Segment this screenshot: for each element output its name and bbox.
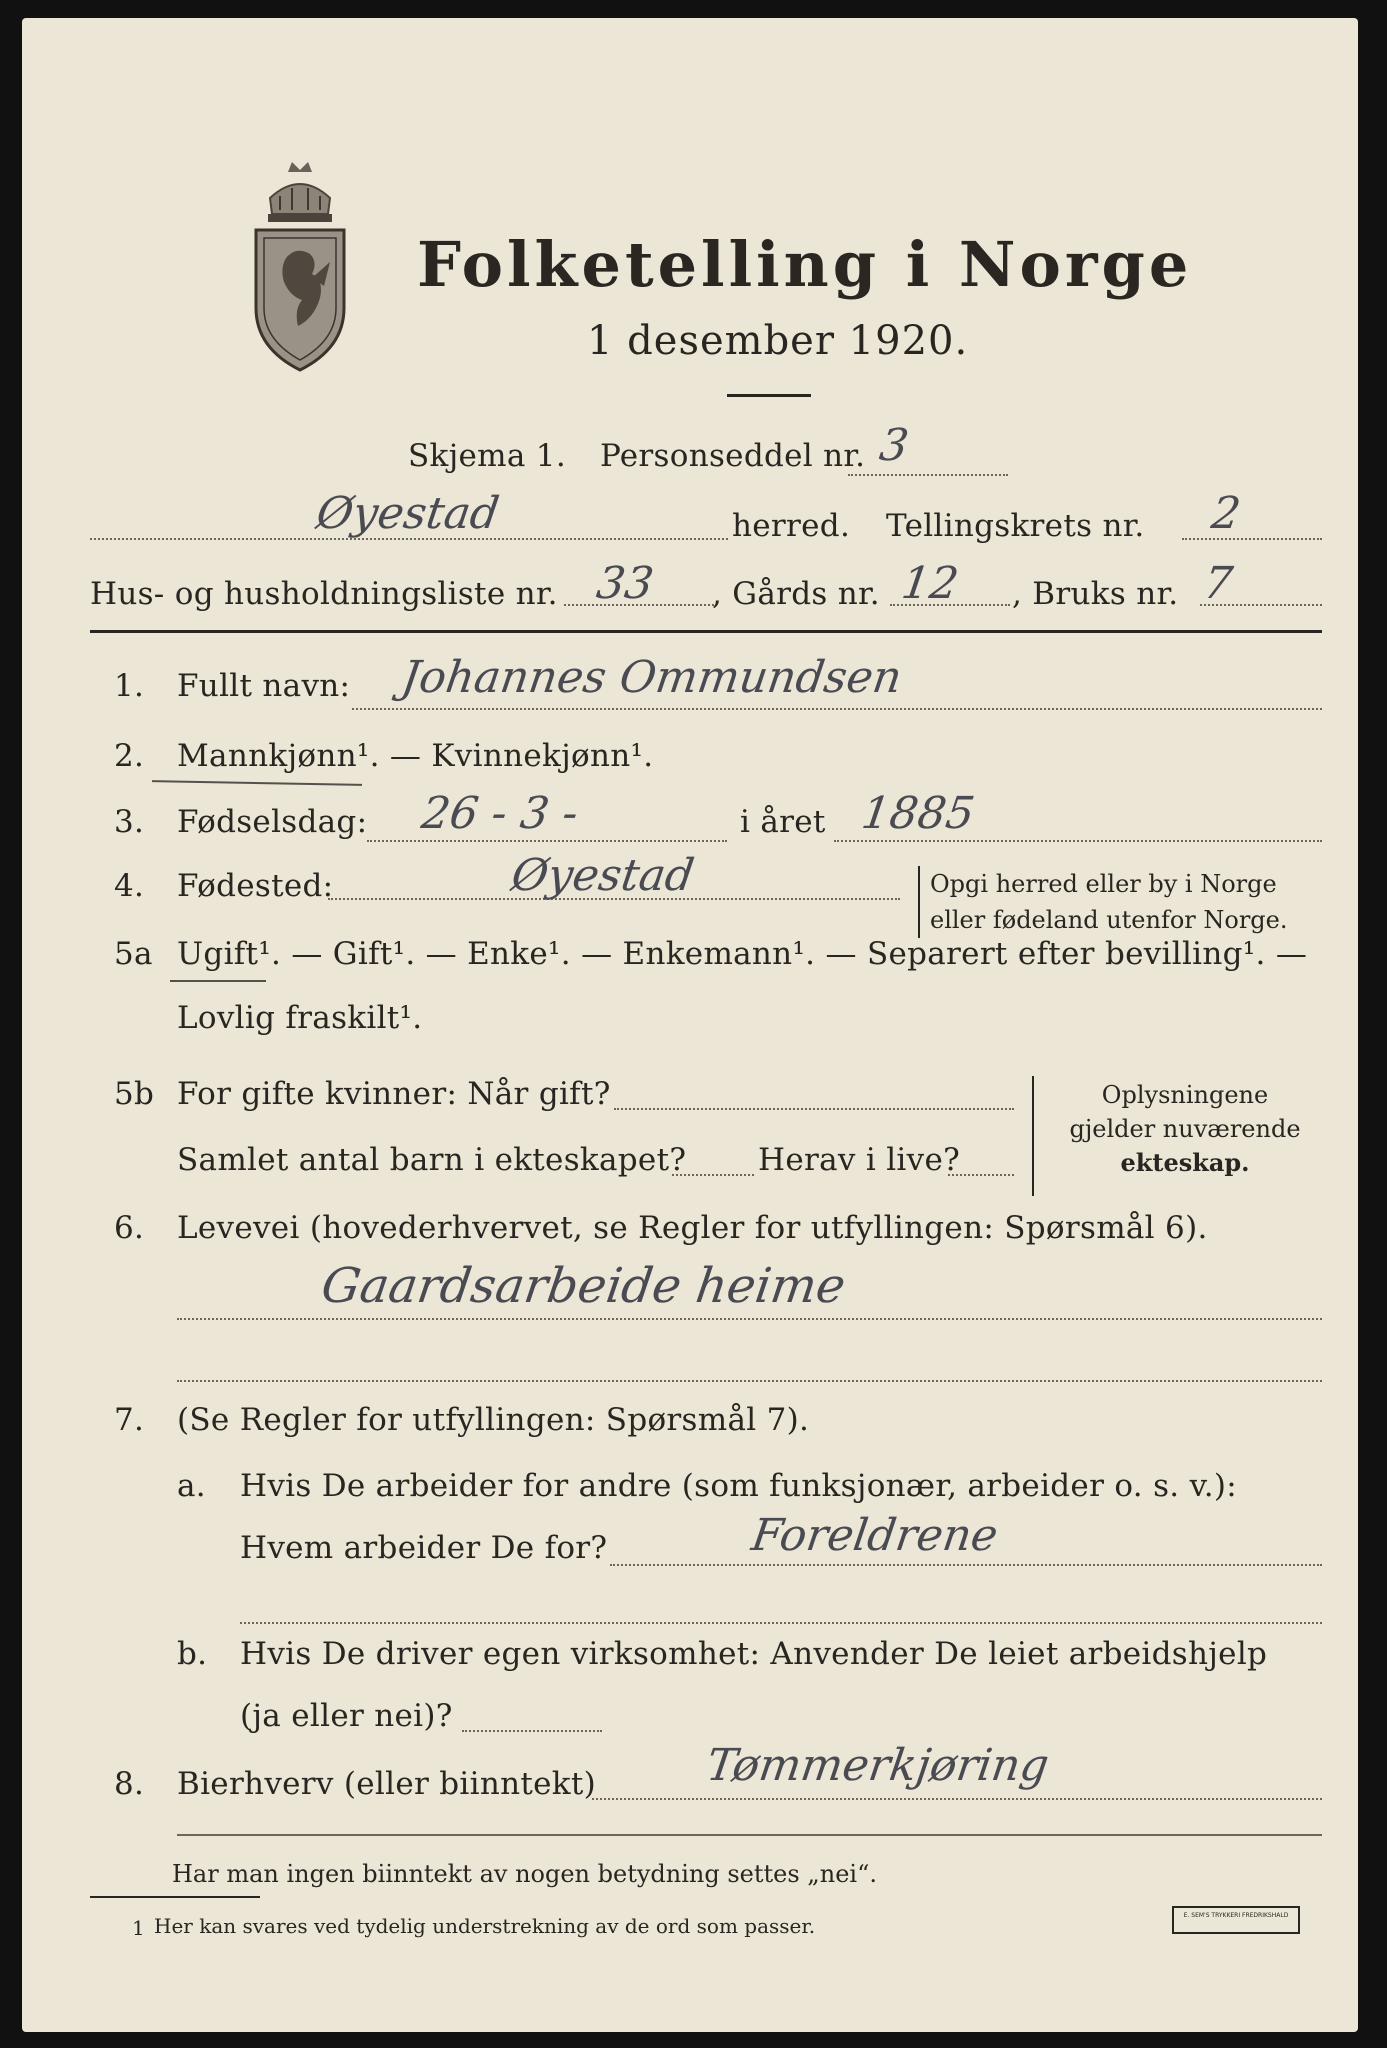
- q5b-line-2: [672, 1174, 754, 1176]
- personseddel-line: [848, 474, 1008, 476]
- q5a-label: Ugift¹. — Gift¹. — Enke¹. — Enkemann¹. — Separert efter bevilling¹. —: [177, 936, 1308, 972]
- q7-label: (Se Regler for utfyllingen: Spørsmål 7).: [177, 1402, 810, 1438]
- q3-number: 3.: [114, 804, 145, 840]
- q5b-label-3: Herav i live?: [758, 1142, 961, 1178]
- q4-note-line2: eller fødeland utenfor Norge.: [930, 906, 1288, 934]
- q3-value: 26 - 3 -: [418, 788, 582, 839]
- q4-value: Øyestad: [508, 850, 698, 901]
- q6-value: Gaardsarbeide heime: [318, 1258, 849, 1314]
- form-title: Folketelling i Norge: [417, 228, 1193, 301]
- header-rule: [90, 630, 1322, 633]
- q1-label: Fullt navn:: [177, 668, 351, 704]
- q7a-label: Hvis De arbeider for andre (som funksjonær, arbeider o. s. v.):: [240, 1468, 1238, 1504]
- q7a-label-2: Hvem arbeider De for?: [240, 1530, 608, 1566]
- q5b-label: For gifte kvinner: Når gift?: [177, 1076, 611, 1112]
- title-divider: [727, 394, 811, 397]
- printer-stamp: E. SEM'S TRYKKERI FREDRIKSHALD: [1172, 1906, 1300, 1934]
- q5b-label-2: Samlet antal barn i ekteskapet?: [177, 1142, 687, 1178]
- q7a-line-2: [240, 1622, 1322, 1624]
- q3-year-label: i året: [740, 804, 826, 840]
- q7b-label: Hvis De driver egen virksomhet: Anvender De leiet arbeidshjelp: [240, 1636, 1268, 1672]
- q3-label: Fødselsdag:: [177, 804, 368, 840]
- q8-line: [592, 1798, 1322, 1800]
- personseddel-label: Personseddel nr.: [600, 438, 866, 474]
- census-date: 1 desember 1920.: [587, 318, 969, 364]
- skjema-label: Skjema 1.: [408, 438, 566, 474]
- q7-number: 7.: [114, 1402, 145, 1438]
- census-form-page: [22, 18, 1358, 2032]
- footnote-rule: [90, 1896, 260, 1898]
- q5b-note-line3: ekteskap.: [1120, 1148, 1250, 1177]
- q5b-bracket: [1032, 1076, 1034, 1196]
- q5b-line-3: [948, 1174, 1014, 1176]
- footer-note: Har man ingen biinntekt av nogen betydning settes „nei“.: [172, 1860, 877, 1888]
- footnote-number: 1: [132, 1916, 145, 1940]
- q7b-label-2: (ja eller nei)?: [240, 1698, 453, 1734]
- coat-of-arms-icon: [250, 158, 350, 378]
- q7b-letter: b.: [177, 1636, 208, 1672]
- q7a-line-1: [610, 1564, 1322, 1566]
- q8-bottom-rule: [177, 1834, 1322, 1836]
- footnote-text: Her kan svares ved tydelig understrekning av de ord som passer.: [154, 1914, 816, 1938]
- tellingskrets-value: 2: [1208, 488, 1244, 539]
- personseddel-value: 3: [876, 420, 912, 471]
- herred-value: Øyestad: [313, 488, 503, 539]
- bruks-label: , Bruks nr.: [1012, 576, 1179, 612]
- q2-label: Mannkjønn¹. — Kvinnekjønn¹.: [177, 738, 654, 774]
- q2-underline: [152, 780, 362, 786]
- q3-year-value: 1885: [858, 788, 978, 839]
- q8-value: Tømmerkjøring: [703, 1740, 1052, 1791]
- q4-label: Fødested:: [177, 868, 334, 904]
- q5a-label-2: Lovlig fraskilt¹.: [177, 1000, 423, 1036]
- q3-line: [367, 840, 727, 842]
- q1-value: Johannes Ommundsen: [398, 652, 905, 703]
- q6-line-1: [177, 1318, 1322, 1320]
- q5b-note-line1: Oplysningene: [1101, 1081, 1269, 1109]
- q5b-number: 5b: [114, 1076, 155, 1112]
- q6-number: 6.: [114, 1210, 145, 1246]
- q5b-note-line2: gjelder nuværende: [1069, 1115, 1301, 1143]
- q7a-value: Foreldrene: [748, 1510, 1001, 1561]
- q2-number: 2.: [114, 738, 145, 774]
- gards-value: 12: [898, 558, 962, 609]
- gards-label: , Gårds nr.: [712, 576, 880, 612]
- q7b-line: [462, 1730, 602, 1732]
- q8-label: Bierhverv (eller biinntekt): [177, 1766, 597, 1802]
- q4-number: 4.: [114, 868, 145, 904]
- herred-label: herred.: [732, 508, 851, 544]
- hus-label: Hus- og husholdningsliste nr.: [90, 576, 558, 612]
- q5a-number: 5a: [114, 936, 153, 972]
- q7a-letter: a.: [177, 1468, 206, 1504]
- q5b-note: [1050, 1078, 1320, 1180]
- q6-line-2: [177, 1380, 1322, 1382]
- tellingskrets-label: Tellingskrets nr.: [886, 508, 1145, 544]
- q3-year-line: [834, 840, 1322, 842]
- hus-value: 33: [593, 558, 657, 609]
- q4-note: [918, 866, 1288, 938]
- q5b-line-1: [614, 1108, 1014, 1110]
- q6-label: Levevei (hovederhvervet, se Regler for utfyllingen: Spørsmål 6).: [177, 1210, 1208, 1246]
- q4-note-line1: Opgi herred eller by i Norge: [930, 870, 1277, 898]
- q8-number: 8.: [114, 1766, 145, 1802]
- bruks-value: 7: [1200, 558, 1236, 609]
- q1-number: 1.: [114, 668, 145, 704]
- q5a-underline: [170, 980, 266, 982]
- q1-line: [352, 708, 1322, 710]
- tellingskrets-line: [1182, 538, 1322, 540]
